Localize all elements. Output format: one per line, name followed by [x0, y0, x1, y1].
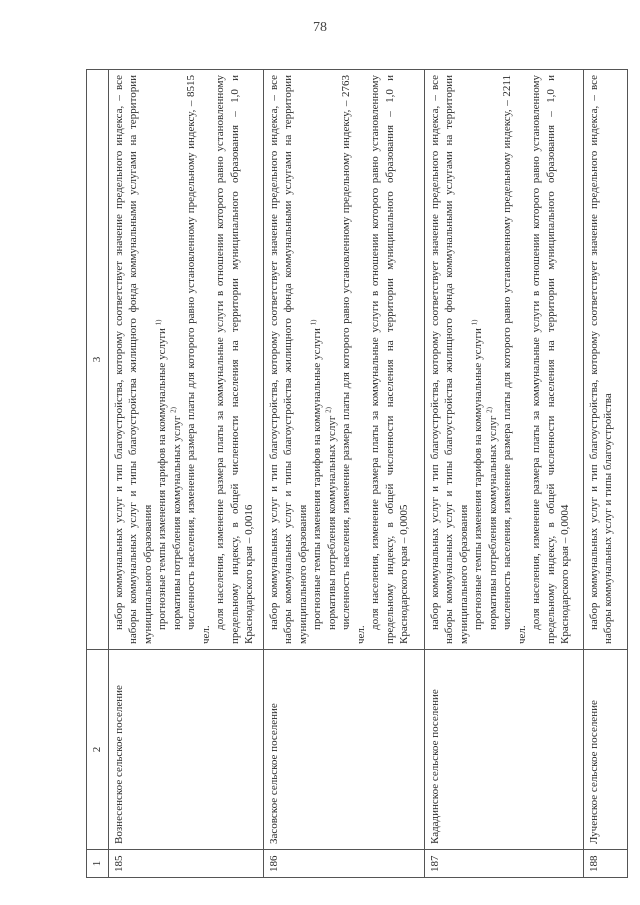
desc-line: прогнозные темпы изменения тарифов на коммунальные услуги $^{1)}$: [470, 319, 485, 630]
desc-line: доля населения, изменение размера платы за коммунальные услуги в отношении которого равно установленному предельному индексу, в общей численности населения на территории муниципального образования – 1,0 и Краснодарского края – 0,0004: [530, 75, 572, 644]
footnote-mark: 2): [323, 407, 332, 413]
settlement-description: [108, 70, 263, 650]
desc-line: набор коммунальных услуг и тип благоустройства, которому соответствует значение предельного индекса, – все наборы коммунальных услуг и типы благоустройства: [587, 75, 615, 644]
header-col-3: 3: [87, 70, 109, 650]
footnote-mark: 1): [154, 319, 163, 326]
desc-line: набор коммунальных услуг и тип благоустройства, которому соответствует значение предельного индекса, – все наборы коммунальных услуг и типы благоустройства жилищного фонда коммунальными услугами на территории муниципального образования: [428, 75, 470, 644]
desc-line: доля населения, изменение размера платы за коммунальные услуги в отношении которого равно установленному предельному индексу, в общей численности населения на территории муниципального образования – 1,0 и Краснодарского края – 0,0005: [369, 75, 411, 644]
row-number: 188: [583, 850, 627, 878]
desc-line: набор коммунальных услуг и тип благоустройства, которому соответствует значение предельного индекса, – все наборы коммунальных услуг и типы благоустройства жилищного фонда коммунальными услугами на территории муниципального образования: [267, 75, 309, 644]
desc-line: доля населения, изменение размера платы за коммунальные услуги в отношении которого равно установленному предельному индексу, в общей численности населения на территории муниципального образования – 1,0 и Краснодарского края – 0,0016: [214, 75, 256, 644]
table-row: [108, 70, 263, 878]
table-row: [424, 70, 583, 878]
table-row: [583, 70, 627, 878]
settlement-description: [424, 70, 583, 650]
desc-line: нормативы потребления коммунальных услуг $^{2)}$: [168, 407, 183, 630]
settlement-name: Кададинское сельское поселение: [424, 650, 583, 850]
footnote-mark: 1): [470, 319, 479, 326]
table-header-row: [87, 70, 109, 878]
page-number: 78: [313, 20, 327, 35]
desc-line: численность населения, изменение размера платы для которого равно установленному предельному индексу, – 8515 чел.: [185, 75, 212, 644]
desc-line: нормативы потребления коммунальных услуг $^{2)}$: [484, 407, 499, 630]
settlement-name: Вознесенское сельское поселение: [108, 650, 263, 850]
settlement-description: [583, 70, 627, 650]
footnote-mark: 2): [168, 407, 177, 413]
desc-line: нормативы потребления коммунальных услуг $^{2)}$: [323, 407, 338, 630]
footnote-mark: 1): [309, 319, 318, 326]
header-col-2: 2: [87, 650, 109, 850]
row-number: 185: [108, 850, 263, 878]
rotated-table-container: [86, 70, 615, 878]
footnote-mark: 2): [484, 407, 493, 413]
desc-line: прогнозные темпы изменения тарифов на коммунальные услуги $^{1)}$: [154, 319, 169, 630]
indices-table: [86, 69, 628, 878]
header-col-1: 1: [87, 850, 109, 878]
settlement-description: [263, 70, 424, 650]
desc-line: прогнозные темпы изменения тарифов на коммунальные услуги $^{1)}$: [309, 319, 324, 630]
desc-line: численность населения, изменение размера платы для которого равно установленному предельному индексу, – 2211 чел.: [501, 75, 528, 644]
settlement-name: Лученское сельское поселение: [583, 650, 627, 850]
row-number: 186: [263, 850, 424, 878]
row-number: 187: [424, 850, 583, 878]
desc-line: численность населения, изменение размера платы для которого равно установленному предельному индексу, – 2763 чел.: [340, 75, 367, 644]
settlement-name: Засовское сельское поселение: [263, 650, 424, 850]
desc-line: набор коммунальных услуг и тип благоустройства, которому соответствует значение предельного индекса, – все наборы коммунальных услуг и типы благоустройства жилищного фонда коммунальными услугами на территории муниципального образования: [112, 75, 154, 644]
table-row: [263, 70, 424, 878]
